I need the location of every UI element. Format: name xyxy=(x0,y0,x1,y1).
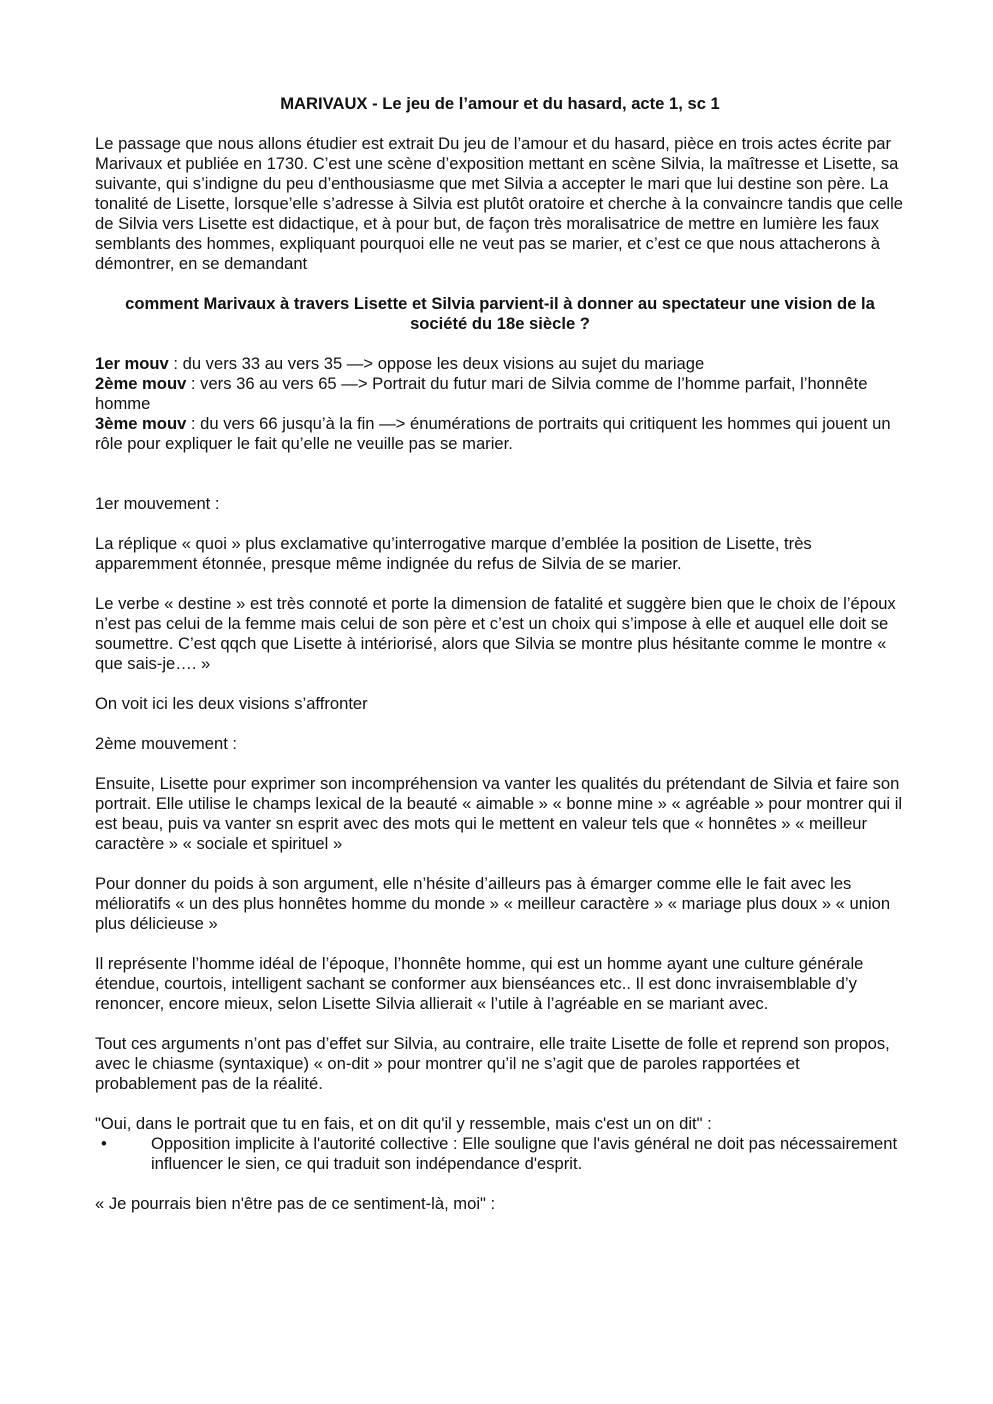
movement-3-text: : du vers 66 jusqu’à la fin —> énumérations de portraits qui critiquent les hommes qui jouent un rôle pour expliquer le fait qu’elle ne veuille pas se marier. xyxy=(95,414,891,453)
bullet-text: Opposition implicite à l'autorité collective : Elle souligne que l'avis général ne doit pas nécessairement influencer le sien, ce qui traduit son indépendance d'esprit. xyxy=(151,1134,898,1173)
movement-2-text: : vers 36 au vers 65 —> Portrait du futur mari de Silvia comme de l’homme parfait, l’honnête homme xyxy=(95,374,868,413)
problematic-question: comment Marivaux à travers Lisette et Silvia parvient-il à donner au spectateur une vision de la société du 18e siècle ? xyxy=(125,294,875,333)
section2-heading: 2ème mouvement : xyxy=(95,734,238,753)
document-title: MARIVAUX - Le jeu de l’amour et du hasard, acte 1, sc 1 xyxy=(280,94,720,113)
bullet-item xyxy=(95,1134,905,1174)
intro-paragraph: Le passage que nous allons étudier est extrait Du jeu de l’amour et du hasard, pièce en trois actes écrite par Marivaux et publiée en 1730. C’est une scène d’exposition mettant en scène Silvia, la maîtresse et Lisette, sa suivante, qui s’indigne du peu d’enthousiasme que met Silvia a accepter le mari que lui destine son père. La tonalité de Lisette, lorsque’elle s’adresse à Silvia est plutôt oratoire et cherche à la convaincre tandis que celle de Silvia vers Lisette est didactique, et à pour but, de façon très moralisatrice de mettre en lumière les faux semblants des hommes, expliquant pourquoi elle ne veut pas se marier, et c’est ce que nous attacherons à démontrer, en se demandant xyxy=(95,134,904,273)
bullet-icon: • xyxy=(101,1134,107,1153)
quote-sentiment: « Je pourrais bien n'être pas de ce sentiment-là, moi" : xyxy=(95,1194,496,1213)
movement-1-text: : du vers 33 au vers 35 —> oppose les deux visions au sujet du mariage xyxy=(168,354,705,373)
section2-paragraph-4: Tout ces arguments n’ont pas d’effet sur Silvia, au contraire, elle traite Lisette de folle et reprend son propos, avec le chiasme (syntaxique) « on-dit » pour montrer qu’il ne s’agit que de paroles rapportées et probablement pas de la réalité. xyxy=(95,1034,890,1093)
movement-1-label: 1er mouv xyxy=(95,354,169,373)
movement-3-label: 3ème mouv xyxy=(95,414,187,433)
section1-paragraph-1: La réplique « quoi » plus exclamative qu’interrogative marque d’emblée la position de Lisette, très apparemment étonnée, presque même indignée du refus de Silvia de se marier. xyxy=(95,534,812,573)
section1-heading: 1er mouvement : xyxy=(95,494,220,513)
section2-paragraph-2: Pour donner du poids à son argument, elle n’hésite d’ailleurs pas à émarger comme elle le fait avec les mélioratifs « un des plus honnêtes homme du monde » « meilleur caractère » « mariage plus doux » « union plus délicieuse » xyxy=(95,874,891,933)
section1-paragraph-2: Le verbe « destine » est très connoté et porte la dimension de fatalité et suggère bien que le choix de l’époux n’est pas celui de la femme mais celui de son père et c’est un choix qui s’impose à elle et auquel elle doit se soumettre. C’est qqch que Lisette à intériorisé, alors que Silvia se montre plus hésitante comme le montre « que sais-je…. » xyxy=(95,594,896,673)
movement-2 xyxy=(95,374,905,414)
section1-paragraph-3: On voit ici les deux visions s’affronter xyxy=(95,694,368,713)
movement-2-label: 2ème mouv xyxy=(95,374,187,393)
spacer xyxy=(95,454,905,494)
movement-1 xyxy=(95,354,905,374)
quote-on-dit: "Oui, dans le portrait que tu en fais, et on dit qu'il y ressemble, mais c'est un on dit" : xyxy=(95,1114,712,1133)
document-body xyxy=(95,94,905,1234)
movements-list xyxy=(95,354,905,454)
movement-3 xyxy=(95,414,905,454)
section2-paragraph-1: Ensuite, Lisette pour exprimer son incompréhension va vanter les qualités du prétendant de Silvia et faire son portrait. Elle utilise le champs lexical de la beauté « aimable » « bonne mine » « agréable » pour montrer qui il est beau, puis va vanter sn esprit avec des mots qui le mettent en valeur tels que « honnêtes » « meilleur caractère » « sociale et spirituel » xyxy=(95,774,903,853)
section2-paragraph-3: Il représente l’homme idéal de l’époque, l’honnête homme, qui est un homme ayant une culture générale étendue, courtois, intelligent sachant se conformer aux bienséances etc.. Il est donc invraisemblable d’y renoncer, encore mieux, selon Lisette Silvia allierait « l’utile à l’agréable en se mariant avec. xyxy=(95,954,864,1013)
